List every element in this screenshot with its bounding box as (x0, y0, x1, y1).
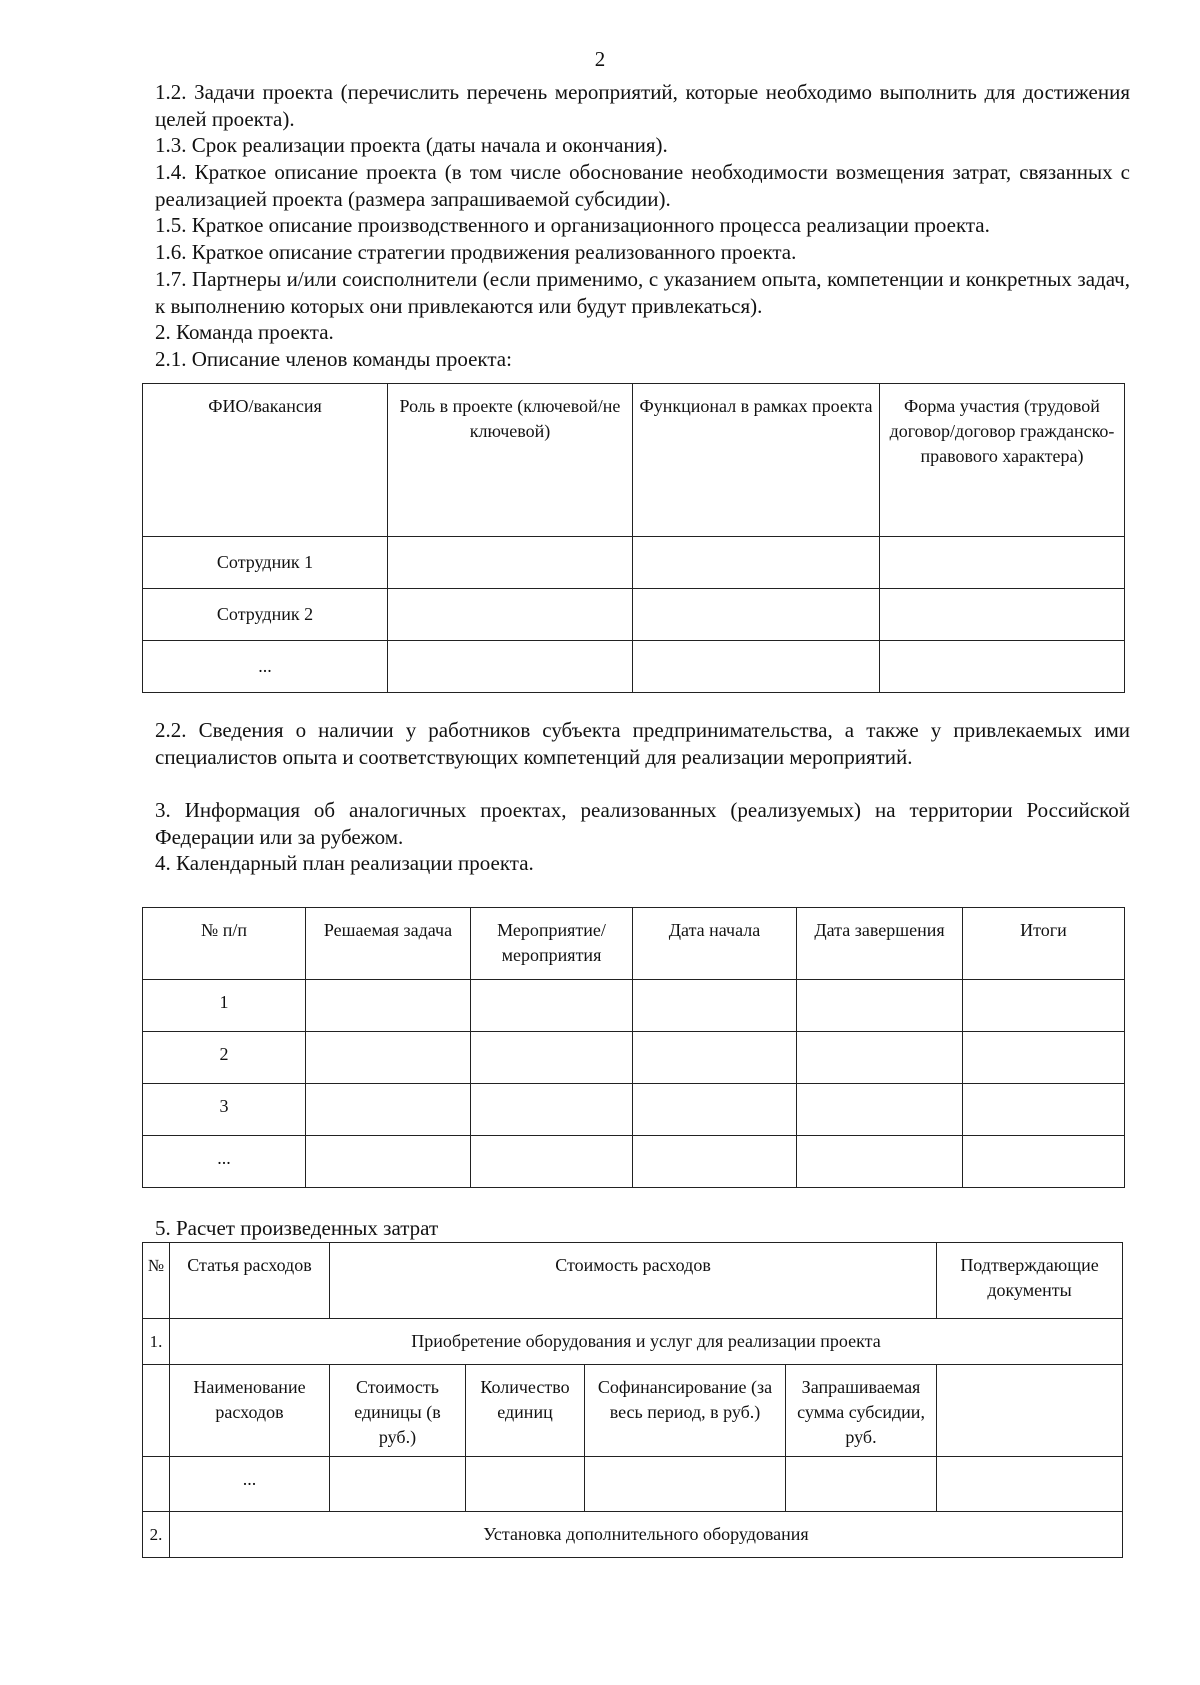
paragraph-2-1: 2.1. Описание членов команды проекта: (155, 347, 512, 371)
table-cell (471, 1084, 633, 1136)
cost-subheader-cofinancing: Софинансирование (за весь период, в руб.) (585, 1365, 786, 1457)
paragraph-1-2: 1.2. Задачи проекта (перечислить перечень мероприятий, которые необходимо выполнить для достижения целей проекта). (155, 80, 1130, 131)
table-cell (633, 1032, 797, 1084)
table-cell (963, 1084, 1125, 1136)
paragraph-5: 5. Расчет произведенных затрат (155, 1216, 439, 1240)
table-cell (388, 537, 633, 589)
table-cell (797, 1032, 963, 1084)
cost-header-documents: Подтверждающие документы (937, 1243, 1123, 1319)
paragraph-1-7: 1.7. Партнеры и/или соисполнители (если применимо, с указанием опыта, компетенции и конкретных задач, к выполнению которых они привлекаются или будут привлекаться). (155, 267, 1130, 318)
paragraph-1-4: 1.4. Краткое описание проекта (в том числе обоснование необходимости возмещения затрат, связанных с реализацией проекта (размера запрашиваемой субсидии). (155, 160, 1130, 211)
table-cell (388, 589, 633, 641)
table-cell (471, 980, 633, 1032)
table-cell (937, 1365, 1123, 1457)
table-cell (306, 1084, 471, 1136)
plan-header-start-date: Дата начала (633, 908, 797, 980)
table-cell (330, 1457, 466, 1512)
cost-header-item: Статья расходов (170, 1243, 330, 1319)
paragraph-1-3: 1.3. Срок реализации проекта (даты начала и окончания). (155, 133, 668, 157)
table-cell (471, 1136, 633, 1188)
table-cell (797, 980, 963, 1032)
paragraph-2: 2. Команда проекта. (155, 320, 334, 344)
paragraph-4: 4. Календарный план реализации проекта. (155, 851, 534, 875)
table-cell (633, 980, 797, 1032)
cost-header-number: № (143, 1243, 170, 1319)
cost-table (142, 1242, 1123, 1558)
table-cell (797, 1136, 963, 1188)
table-cell (466, 1457, 585, 1512)
team-header-name: ФИО/вакансия (143, 384, 388, 537)
team-row-employee-2: Сотрудник 2 (143, 589, 388, 641)
cost-subheader-unit-cost: Стоимость единицы (в руб.) (330, 1365, 466, 1457)
table-cell (585, 1457, 786, 1512)
paragraph-1-6: 1.6. Краткое описание стратегии продвижения реализованного проекта. (155, 240, 797, 264)
cost-section-2-number: 2. (143, 1512, 170, 1558)
table-cell (306, 1136, 471, 1188)
plan-table (142, 907, 1125, 1188)
table-cell (633, 641, 880, 693)
table-cell (633, 537, 880, 589)
table-cell (963, 1136, 1125, 1188)
table-cell (797, 1084, 963, 1136)
plan-row-2: 2 (143, 1032, 306, 1084)
table-cell (388, 641, 633, 693)
team-header-function: Функционал в рамках проекта (633, 384, 880, 537)
plan-row-1: 1 (143, 980, 306, 1032)
plan-header-event: Мероприятие/ мероприятия (471, 908, 633, 980)
table-cell (880, 589, 1125, 641)
table-cell (471, 1032, 633, 1084)
table-cell (880, 641, 1125, 693)
table-cell (937, 1457, 1123, 1512)
team-header-participation: Форма участия (трудовой договор/договор гражданско-правового характера) (880, 384, 1125, 537)
cost-section-2-title: Установка дополнительного оборудования (170, 1512, 1123, 1558)
cost-section-1-title: Приобретение оборудования и услуг для реализации проекта (170, 1319, 1123, 1365)
cost-header-cost: Стоимость расходов (330, 1243, 937, 1319)
cost-subheader-quantity: Количество единиц (466, 1365, 585, 1457)
table-cell (963, 1032, 1125, 1084)
plan-header-task: Решаемая задача (306, 908, 471, 980)
team-table (142, 383, 1125, 693)
paragraph-3: 3. Информация об аналогичных проектах, реализованных (реализуемых) на территории Российской Федерации или за рубежом. (155, 798, 1130, 849)
table-cell (306, 980, 471, 1032)
table-cell (633, 589, 880, 641)
paragraph-1-5: 1.5. Краткое описание производственного и организационного процесса реализации проекта. (155, 213, 990, 237)
plan-header-results: Итоги (963, 908, 1125, 980)
page-number: 2 (594, 47, 606, 71)
team-row-ellipsis: ... (143, 641, 388, 693)
plan-row-ellipsis: ... (143, 1136, 306, 1188)
plan-row-3: 3 (143, 1084, 306, 1136)
table-cell (786, 1457, 937, 1512)
table-cell (306, 1032, 471, 1084)
table-cell (143, 1457, 170, 1512)
team-header-role: Роль в проекте (ключевой/не ключевой) (388, 384, 633, 537)
table-cell (963, 980, 1125, 1032)
cost-subheader-subsidy: Запрашиваемая сумма субсидии, руб. (786, 1365, 937, 1457)
table-cell (633, 1084, 797, 1136)
paragraph-2-2: 2.2. Сведения о наличии у работников субъекта предпринимательства, а также у привлекаемых ими специалистов опыта и соответствующих компетенций для реализации мероприятий. (155, 718, 1130, 769)
plan-header-number: № п/п (143, 908, 306, 980)
table-cell (633, 1136, 797, 1188)
plan-header-end-date: Дата завершения (797, 908, 963, 980)
cost-subheader-name: Наименование расходов (170, 1365, 330, 1457)
table-cell (143, 1365, 170, 1457)
cost-section-1-number: 1. (143, 1319, 170, 1365)
table-cell (880, 537, 1125, 589)
cost-row-ellipsis: ... (170, 1457, 330, 1512)
team-row-employee-1: Сотрудник 1 (143, 537, 388, 589)
